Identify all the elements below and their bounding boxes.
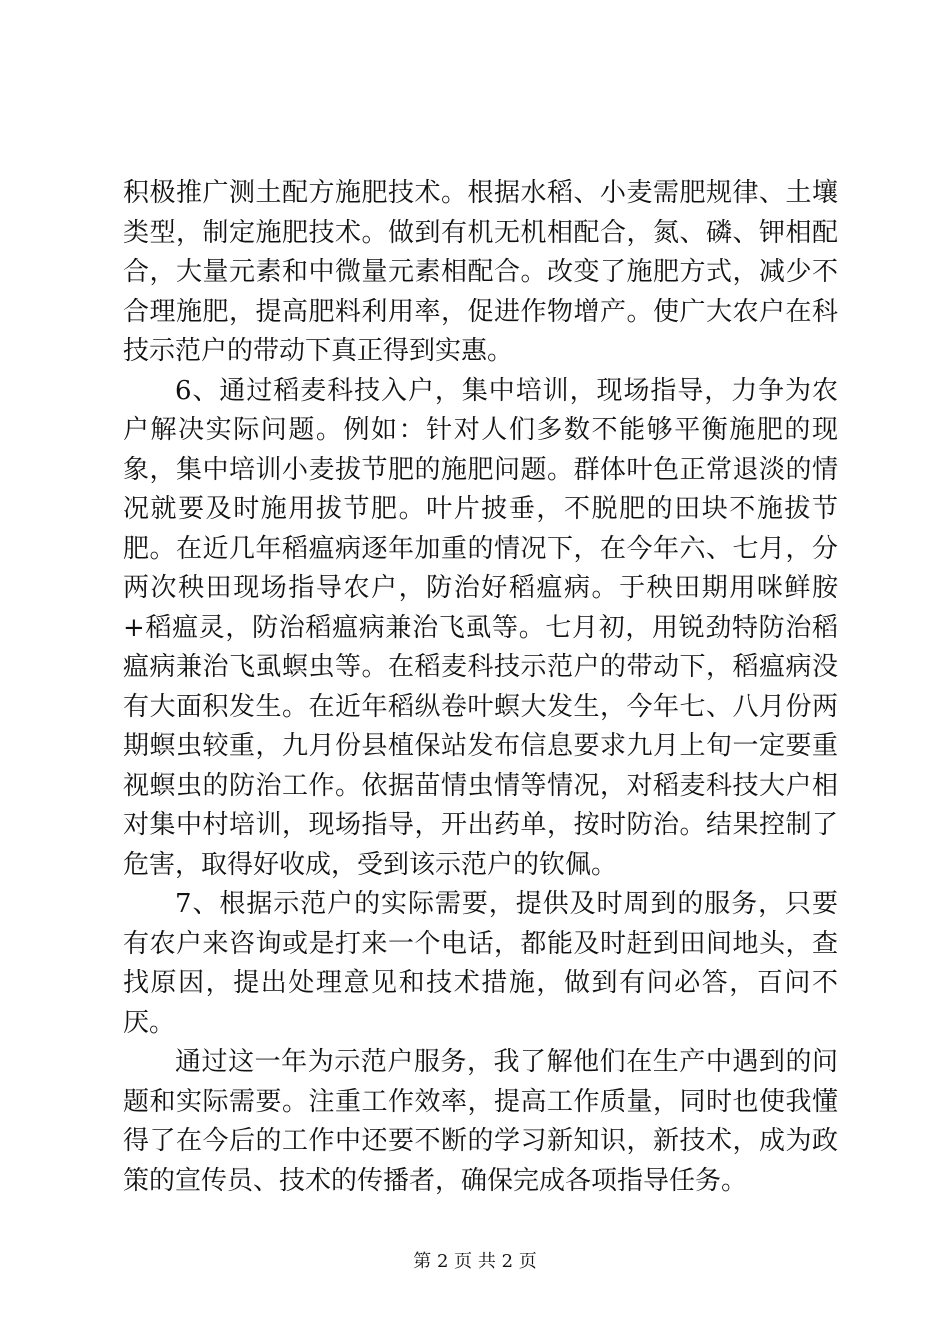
paragraph-item-6: 6、通过稻麦科技入户，集中培训，现场指导，力争为农户解决实际问题。例如：针对人们多数不能够平衡施肥的现象，集中培训小麦拔节肥的施肥问题。群体叶色正常退淡的情况就要及时施用拔节肥。叶片披垂，不脱肥的田块不施拔节肥。在近几年稻瘟病逐年加重的情况下，在今年六、七月，分两次秧田现场指导农户，防治好稻瘟病。于秧田期用咪鲜胺+稻瘟灵，防治稻瘟病兼治飞虱等。七月初，用锐劲特防治稻瘟病兼治飞虱螟虫等。在稻麦科技示范户的带动下，稻瘟病没有大面积发生。在近年稻纵卷叶螟大发生，今年七、八月份两期螟虫较重，九月份县植保站发布信息要求九月上旬一定要重视螟虫的防治工作。依据苗情虫情等情况，对稻麦科技大户相对集中村培训，现场指导，开出药单，按时防治。结果控制了危害，取得好收成，受到该示范户的钦佩。 bbox=[123, 375, 838, 880]
page-number-footer: 第 2 页 共 2 页 bbox=[413, 1251, 537, 1272]
paragraph-fertilizer: 积极推广测土配方施肥技术。根据水稻、小麦需肥规律、土壤类型，制定施肥技术。做到有机无机相配合，氮、磷、钾相配合，大量元素和中微量元素相配合。改变了施肥方式，减少不合理施肥，提高肥料利用率，促进作物增产。使广大农户在科技示范户的带动下真正得到实惠。 bbox=[123, 178, 838, 366]
document-body bbox=[123, 174, 838, 1201]
paragraph-item-7: 7、根据示范户的实际需要，提供及时周到的服务，只要有农户来咨询或是打来一个电话，都能及时赶到田间地头，查找原因，提出处理意见和技术措施，做到有问必答，百问不厌。 bbox=[123, 889, 838, 1038]
paragraph-conclusion: 通过这一年为示范户服务，我了解他们在生产中遇到的问题和实际需要。注重工作效率，提高工作质量，同时也使我懂得了在今后的工作中还要不断的学习新知识，新技术，成为政策的宣传员、技术的传播者，确保完成各项指导任务。 bbox=[123, 1047, 838, 1196]
